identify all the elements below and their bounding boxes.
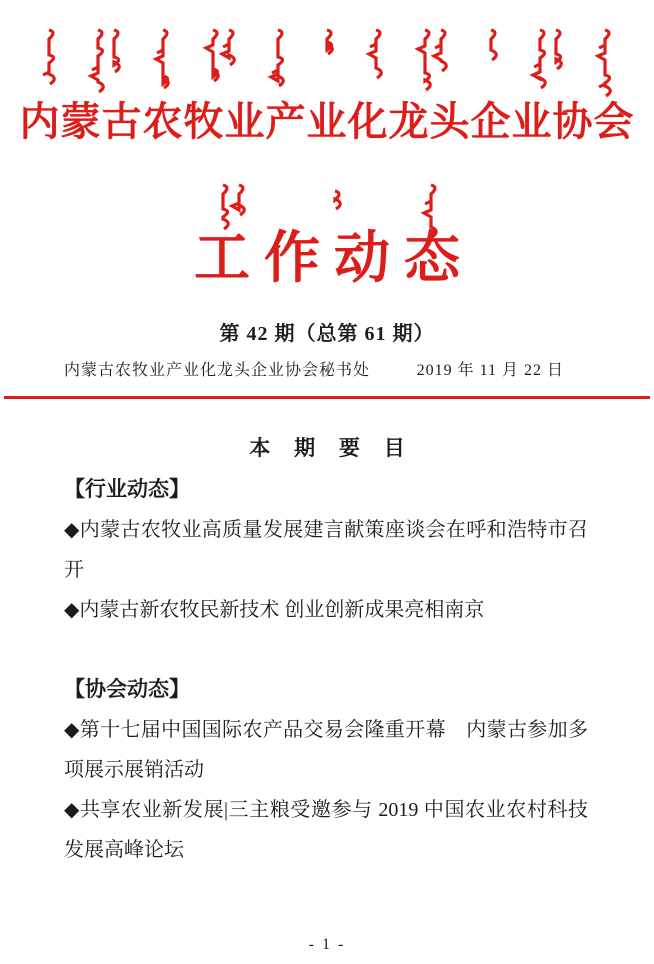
mongolian-word-icon: [152, 28, 174, 90]
issue-number: 第 42 期（总第 61 期）: [219, 323, 435, 345]
mongolian-word-icon: [324, 189, 346, 211]
mongolian-word-icon: [480, 28, 502, 62]
mongolian-word-icon: [87, 28, 125, 94]
mongolian-script-row-top: [38, 28, 616, 98]
section-title: 【协会动态】: [64, 678, 190, 701]
publisher-name: 内蒙古农牧业产业化龙头企业协会秘书处: [64, 362, 371, 379]
mongolian-word-icon: [38, 28, 60, 86]
mongolian-word-icon: [316, 28, 338, 56]
toc-section-association: [64, 670, 588, 870]
toc-section-industry: [64, 470, 588, 630]
toc-item: ◆共享农业新发展|三主粮受邀参与 2019 中国农业农村科技发展高峰论坛: [64, 799, 588, 861]
toc-heading: 本 期 要 目: [249, 437, 414, 460]
mongolian-word-icon: [414, 28, 452, 92]
mongolian-word-icon: [267, 28, 289, 88]
section-title: 【行业动态】: [64, 478, 190, 501]
divider-rule: [4, 396, 650, 399]
toc-item: ◆内蒙古农牧业高质量发展建言献策座谈会在呼和浩特市召开: [64, 519, 588, 581]
publish-date: 2019 年 11 月 22 日: [416, 362, 564, 379]
org-name-title: 内蒙古农牧业产业化龙头企业协会: [19, 99, 635, 144]
mongolian-word-icon: [202, 28, 240, 83]
toc-body: [64, 470, 588, 870]
mongolian-word-icon: [594, 28, 616, 98]
mongolian-word-icon: [365, 28, 387, 80]
mongolian-word-icon: [529, 28, 567, 90]
page-number: - 1 -: [308, 936, 346, 953]
bulletin-title: 工作动态: [194, 228, 474, 290]
toc-item: ◆内蒙古新农牧民新技术 创业创新成果亮相南京: [64, 599, 485, 621]
publication-info-line: [64, 357, 564, 380]
toc-item: ◆第十七届中国国际农产品交易会隆重开幕 内蒙古参加多项展示展销活动: [64, 719, 588, 781]
